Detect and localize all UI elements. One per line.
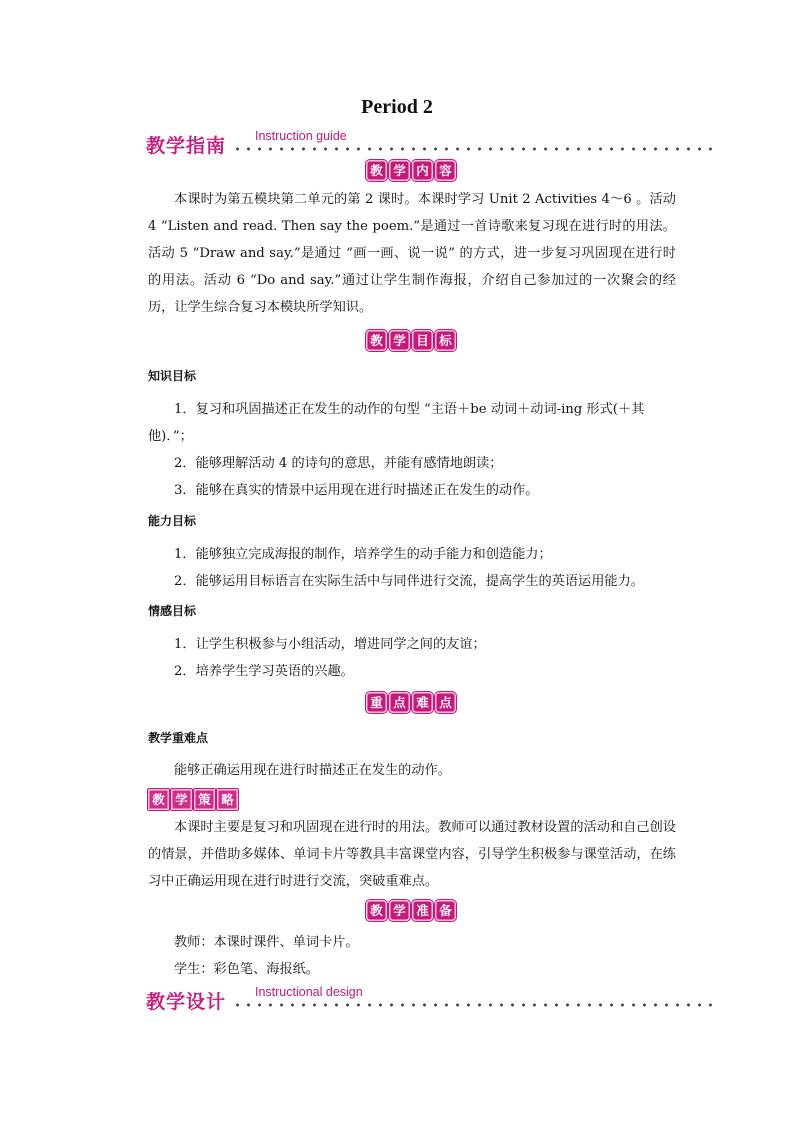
badge-char: 目 [412, 330, 433, 351]
badge-char: 容 [435, 160, 456, 181]
preparation-teacher: 教师：本课时课件、单词卡片。 [174, 935, 359, 950]
badge-teaching-strategy [148, 789, 238, 811]
badge-char: 略 [217, 789, 238, 810]
badge-char: 教 [366, 900, 387, 921]
preparation-student: 学生：彩色笔、海报纸。 [174, 962, 320, 977]
badge-char: 学 [389, 900, 410, 921]
badge-char: 点 [389, 692, 410, 713]
header-zh: 教学设计 [146, 991, 227, 1013]
emotion-item: 2．培养学生学习英语的兴趣。 [174, 664, 354, 679]
header-zh: 教学指南 [146, 135, 227, 157]
strategy-paragraph: 本课时主要是复习和巩固现在进行时的用法。教师可以通过教材设置的活动和自己创设的情景，并借助多媒体、单词卡片等教具丰富课堂内容，引导学生积极参与课堂活动，在练习中正确运用现在进行时进行交流，突破重难点。 [148, 820, 676, 889]
badge-char: 学 [171, 789, 192, 810]
key-difficulty-label: 教学重难点 [148, 731, 209, 745]
dotted-rule [232, 1002, 716, 1008]
badge-char: 教 [148, 789, 169, 810]
badge-char: 标 [435, 330, 456, 351]
ability-objectives-label: 能力目标 [148, 514, 197, 528]
badge-char: 备 [435, 900, 456, 921]
badge-char: 学 [389, 330, 410, 351]
badge-char: 学 [389, 160, 410, 181]
badge-char: 难 [412, 692, 433, 713]
badge-char: 策 [194, 789, 215, 810]
knowledge-item: 2．能够理解活动 4 的诗句的意思，并能有感情地朗读； [174, 456, 503, 471]
content-paragraph: 本课时为第五模块第二单元的第 2 课时。本课时学习 Unit 2 Activities 4～6 。活动 4 “Listen and read. Then say the poem.”是通过一首诗歌来复习现在进行时的用法。活动 5 “Draw and say.”是通过 “画一画、说一说” 的方式，进一步复习巩固现在进行时的用法。活动 6 “Do and say.”通过让学生制作海报，介绍自己参加过的一次聚会的经历，让学生综合复习本模块所学知识。 [148, 192, 676, 315]
badge-char: 教 [366, 330, 387, 351]
badge-teaching-preparation [366, 900, 456, 922]
emotion-objectives-label: 情感目标 [148, 604, 197, 618]
page-title: Period 2 [361, 96, 433, 118]
badge-teaching-content [366, 160, 456, 182]
ability-item: 2．能够运用目标语言在实际生活中与同伴进行交流，提高学生的英语运用能力。 [174, 574, 644, 589]
emotion-item: 1．让学生积极参与小组活动，增进同学之间的友谊； [174, 637, 486, 652]
dotted-rule [232, 146, 716, 152]
badge-teaching-objectives [366, 330, 456, 352]
knowledge-objectives-label: 知识目标 [148, 369, 197, 383]
badge-char: 内 [412, 160, 433, 181]
header-en: Instructional design [255, 985, 363, 999]
instructional-design-header [146, 987, 716, 1015]
knowledge-item: 1．复习和巩固描述正在发生的动作的句型 “主语＋be 动词＋动词-ing 形式(＋其他)．”； [148, 402, 645, 444]
knowledge-item: 3．能够在真实的情景中运用现在进行时描述正在发生的动作。 [174, 483, 539, 498]
badge-char: 教 [366, 160, 387, 181]
badge-key-points [366, 692, 456, 714]
badge-char: 准 [412, 900, 433, 921]
badge-char: 重 [366, 692, 387, 713]
instruction-guide-header [146, 131, 716, 159]
key-difficulty-text: 能够正确运用现在进行时描述正在发生的动作。 [174, 763, 451, 778]
ability-item: 1．能够独立完成海报的制作，培养学生的动手能力和创造能力； [174, 547, 552, 562]
badge-char: 点 [435, 692, 456, 713]
header-en: Instruction guide [255, 129, 347, 143]
